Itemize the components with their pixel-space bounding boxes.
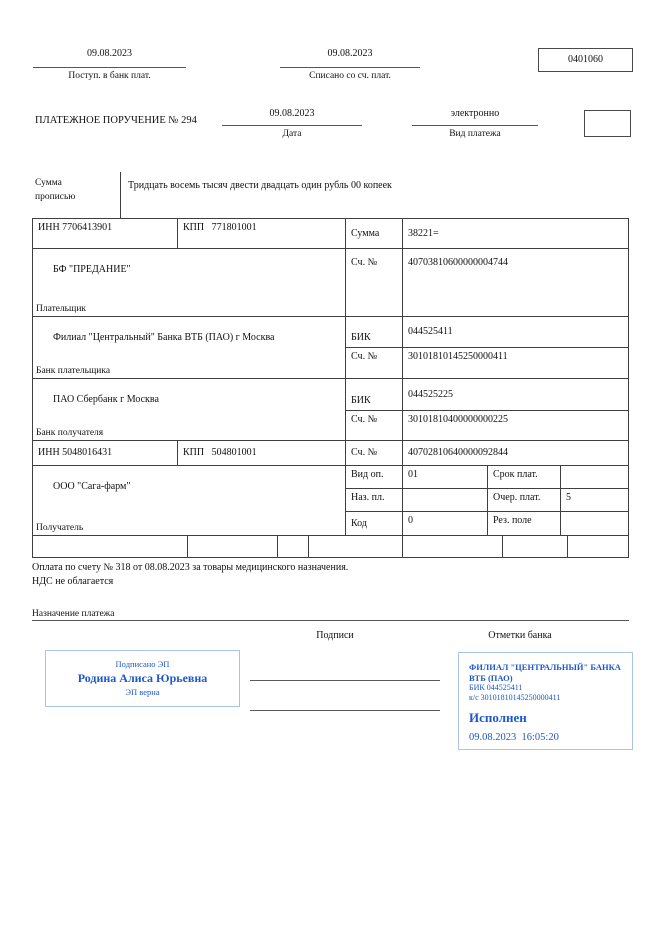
received-in-bank-label: Поступ. в банк плат. <box>68 71 151 81</box>
sum-label-cell: Сумма <box>346 219 403 249</box>
extra-field-cell-5 <box>403 536 503 558</box>
pay-term-label-cell: Срок плат. <box>488 466 561 489</box>
sum-value-cell: 38221= <box>403 219 629 249</box>
extra-field-cell-6 <box>503 536 568 558</box>
bank-stamp-name-line1: ФИЛИАЛ "ЦЕНТРАЛЬНЫЙ" БАНКА <box>469 662 621 672</box>
beneficiary-kpp-cell: КПП 504801001 <box>178 441 346 466</box>
status-box <box>584 110 631 137</box>
reserve-value-cell <box>561 512 629 536</box>
beneficiary-section-label: Получатель <box>36 523 84 533</box>
electronic-signature-stamp <box>45 650 240 707</box>
priority-label-cell: Очер. плат. <box>488 489 561 512</box>
beneficiary-name: ООО "Сага-фарм" <box>53 481 131 492</box>
purpose-line2: НДС не облагается <box>32 576 114 587</box>
document-title: ПЛАТЕЖНОЕ ПОРУЧЕНИЕ № 294 <box>35 115 197 126</box>
reserve-label-cell: Рез. поле <box>488 512 561 536</box>
payer-name: БФ "ПРЕДАНИЕ" <box>53 264 131 275</box>
document-date-label: Дата <box>282 129 302 139</box>
payment-kind-label: Вид платежа <box>449 129 501 139</box>
beneficiary-account-cell: 40702810640000092844 <box>403 441 629 466</box>
payer-account-cell: 40703810600000004744 <box>403 249 629 317</box>
beneficiary-bank-account-cell: 30101810400000000225 <box>403 411 629 441</box>
document-date: 09.08.2023 <box>222 108 362 126</box>
bank-stamp-corr: к/с 30101810145250000411 <box>469 693 561 702</box>
received-in-bank-date: 09.08.2023 <box>33 48 186 68</box>
beneficiary-bank-account-label-cell: Сч. № <box>346 411 403 441</box>
op-kind-label-cell: Вид оп. <box>346 466 403 489</box>
payer-bank-section-label: Банк плательщика <box>36 366 111 376</box>
signature-line-2 <box>250 697 440 711</box>
payer-section-label: Плательщик <box>36 304 87 314</box>
debited-from-account-date: 09.08.2023 <box>280 48 420 68</box>
payer-kpp-cell: КПП 771801001 <box>178 219 346 249</box>
payment-kind-value: электронно <box>412 108 538 126</box>
signature-stamp-line3: ЭП верна <box>125 687 160 697</box>
amount-in-words-text: Тридцать восемь тысяч двести двадцать один рубль 00 копеек <box>128 180 392 191</box>
extra-field-cell-4 <box>309 536 403 558</box>
requisites-table <box>32 218 629 558</box>
extra-field-cell-2 <box>188 536 278 558</box>
priority-value-cell: 5 <box>561 489 629 512</box>
signatures-header: Подписи <box>316 630 354 641</box>
beneficiary-account-label-cell: Сч. № <box>346 441 403 466</box>
payer-bank-cell <box>33 317 346 379</box>
bank-execution-stamp <box>458 652 633 750</box>
payer-bank-bik-cell: 044525411 <box>403 317 629 348</box>
amount-in-words-divider <box>120 172 121 218</box>
beneficiary-inn-cell: ИНН 5048016431 <box>33 441 178 466</box>
code-value-cell: 0 <box>403 512 488 536</box>
amount-in-words-label-line1: Сумма <box>35 178 62 188</box>
bank-stamp-bik: БИК 044525411 <box>469 683 523 692</box>
payer-bank-account-label-cell: Сч. № <box>346 348 403 379</box>
form-code-box: 0401060 <box>538 48 633 72</box>
purpose-section-label: Назначение платежа <box>32 609 115 619</box>
code-label-cell: Код <box>346 512 403 536</box>
signature-line-1 <box>250 667 440 681</box>
beneficiary-bank-name: ПАО Сбербанк г Москва <box>53 394 159 405</box>
purpose-code-value-cell <box>403 489 488 512</box>
beneficiary-bank-section-label: Банк получателя <box>36 428 104 438</box>
bank-marks-header: Отметки банка <box>488 630 552 641</box>
beneficiary-bank-bik-label-cell: БИК <box>346 379 403 411</box>
signature-stamp-line1: Подписано ЭП <box>115 659 170 669</box>
purpose-underline <box>32 620 629 621</box>
beneficiary-bank-cell <box>33 379 346 441</box>
payer-bank-bik-label-cell: БИК <box>346 317 403 348</box>
payer-bank-name: Филиал "Центральный" Банка ВТБ (ПАО) г Москва <box>53 332 275 343</box>
bank-stamp-timestamp: 09.08.2023 16:05:20 <box>469 732 559 743</box>
payer-cell <box>33 249 346 317</box>
extra-field-cell-1 <box>33 536 188 558</box>
debited-from-account-label: Списано со сч. плат. <box>309 71 391 81</box>
payer-bank-account-cell: 30101810145250000411 <box>403 348 629 379</box>
payer-inn-cell: ИНН 7706413901 <box>33 219 178 249</box>
op-kind-value-cell: 01 <box>403 466 488 489</box>
pay-term-value-cell <box>561 466 629 489</box>
extra-field-cell-3 <box>278 536 309 558</box>
payer-account-label-cell: Сч. № <box>346 249 403 317</box>
beneficiary-bank-bik-cell: 044525225 <box>403 379 629 411</box>
bank-stamp-status: Исполнен <box>469 710 527 725</box>
purpose-code-label-cell: Наз. пл. <box>346 489 403 512</box>
signature-stamp-name: Родина Алиса Юрьевна <box>77 671 208 685</box>
amount-in-words-label-line2: прописью <box>35 192 76 202</box>
beneficiary-cell <box>33 466 346 536</box>
bank-stamp-name-line2: ВТБ (ПАО) <box>469 672 513 683</box>
purpose-line1: Оплата по счету № 318 от 08.08.2023 за товары медицинского назначения. <box>32 562 349 573</box>
extra-field-cell-7 <box>568 536 629 558</box>
